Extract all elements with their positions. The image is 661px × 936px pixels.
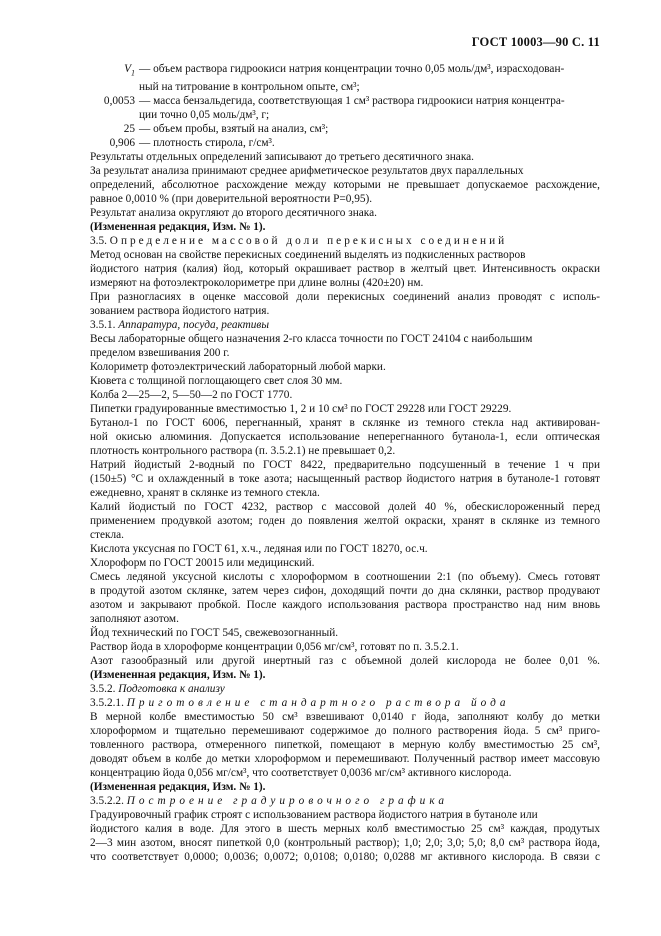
variable-description: плотность стирола, г/см³.: [153, 137, 275, 150]
variable-description: объем раствора гидроокиси натрия концентрации точно 0,05 моль/дм³, израсходован-: [153, 63, 565, 75]
variable-symbol: $V_1$: [124, 63, 135, 78]
section-3-5-2-2-text: Градуировочный график строят с использованием раствора йодистого натрия в бутаноле или йодистого калия в воде. Для этого в шесть мерных колб вместимостью 25 см³ каждая, продутых 2—3 мин азотом, вносят пипеткой 0,0 (контрольный раствор); 1,0; 2,0; 3,0; 5,0; 8,0 см³ раствора йода, что соответствует 0,0000; 0,0036; 0,0072; 0,0108; 0,0180; 0,0288 мг активного кислорода. В связи с: [90, 809, 600, 864]
amendment-note: (Измененная редакция, Изм. № 1).: [90, 669, 266, 682]
variable-description: масса бензальдегида, соответствующая 1 см³ раствора гидроокиси натрия концентра-: [153, 95, 565, 108]
document-body: [90, 62, 600, 864]
section-heading-3-5-1: 3.5.1. Аппаратура, посуда, реактивы: [90, 319, 269, 332]
variable-symbol: 25: [123, 123, 135, 136]
section-heading-3-5-2-2: 3.5.2.2. Построение градуировочного графика: [90, 795, 448, 808]
section-3-5-2-1-text: В мерной колбе вместимостью 50 см³ взвешивают 0,0140 г йода, заполняют колбу до метки хлороформом и тщательно перемешивают содержимое до полного растворения йода. 5 см³ приго- товленного раствора, отмеренного пипеткой, помещают в мерную колбу вместимостью 25 см³, доводят объем в колбе до метки хлороформом и перемешивают. Полученный раствор имеет массовую концентрацию йода 0,056 мг/см³, что соответствует 0,0036 мг/см³ активного кислорода.: [90, 711, 600, 780]
variable-description-cont: ный на титрование в контрольном опыте, см³;: [139, 81, 360, 94]
variable-symbol: 0,0053: [103, 95, 135, 108]
section-heading-3-5-2: 3.5.2. Подготовка к анализу: [90, 683, 225, 696]
section-heading-3-5-2-1: 3.5.2.1. Приготовление стандартного раствора йода: [90, 697, 510, 710]
variable-description-cont: ции точно 0,05 моль/дм³, г;: [139, 109, 270, 122]
section-3-5-1-text: Весы лабораторные общего назначения 2-го класса точности по ГОСТ 24104 с наибольшим пределом взвешивания 200 г. Колориметр фотоэлектрический лабораторный любой марки. Кювета с толщиной поглощающего свет слоя 30 мм. Колба 2—25—2, 5—50—2 по ГОСТ 1770. Пипетки градуированные вместимостью 1, 2 и 10 см³ по ГОСТ 29228 или ГОСТ 29229. Бутанол-1 по ГОСТ 6006, перегнанный, хранят в склянке из темного стекла над активирован- ной окисью алюминия. Допускается использование неперегнанного бутанола-1, если оптическая плотность контрольного раствора (п. 3.5.2.1) не превышает 0,2. Натрий йодистый 2-водный по ГОСТ 8422, предварительно подсушенный в течение 1 ч при (150±5) °С и охлажденный в токе азота; насыщенный раствор йодистого натрия в бутаноле-1 готовят ежедневно, хранят в склянке из темного стекла. Калий йодистый по ГОСТ 4232, раствор с массовой долей 40 %, обескислороженный перед применением продувкой азотом; годен до появления желтой окраски, хранят в склянке из темного стекла. Кислота уксусная по ГОСТ 61, х.ч., ледяная или по ГОСТ 18270, ос.ч. Хлороформ по ГОСТ 20015 или медицинский. Смесь ледяной уксусной кислоты с хлороформом в соотношении 2:1 (по объему). Смесь готовят в продутой азотом склянке, затем через сифон, доходящий почти до дна склянки, раствор продувают азотом и закрывают пробкой. После каждого использования раствора пространство над ним вновь заполняют азотом. Йод технический по ГОСТ 545, свежевозогнанный. Раствор йода в хлороформе концентрации 0,056 мг/см³, готовят по п. 3.5.2.1. Азот газообразный или другой инертный газ с объемной долей кислорода не более 0,01 %.: [90, 333, 600, 668]
page-header: ГОСТ 10003—90 С. 11: [471, 35, 600, 49]
section-heading-3-5: 3.5. Определение массовой доли перекисных соединений: [90, 235, 508, 248]
variable-definitions: [90, 62, 600, 150]
results-paragraph: Результаты отдельных определений записывают до третьего десятичного знака. За результат анализа принимают среднее арифметическое результатов двух параллельных определений, абсолютное расхождение между которыми не превышает допускаемое расхождение, равное 0,0010 % (при доверительной вероятности P=0,95). Результат анализа округляют до второго десятичного знака.: [90, 151, 600, 220]
variable-definition: 0,0053 — масса бензальдегида, соответствующая 1 см³ раствора гидроокиси натрия концентра-: [90, 94, 600, 108]
amendment-note: (Измененная редакция, Изм. № 1).: [90, 221, 266, 234]
variable-definition: 25 — объем пробы, взятый на анализ, см³;: [90, 122, 600, 136]
amendment-note: (Измененная редакция, Изм. № 1).: [90, 781, 266, 794]
section-3-5-text: Метод основан на свойстве перекисных соединений выделять из подкисленных растворов йодистого натрия (калия) йод, который окрашивает раствор в желтый цвет. Интенсивность окраски измеряют на фотоэлектроколориметре при длине волны (420±20) нм. При разногласиях в оценке массовой доли перекисных соединений анализ проводят с исполь- зованием раствора йодистого натрия.: [90, 249, 600, 318]
variable-description: объем пробы, взятый на анализ, см³;: [153, 123, 329, 136]
variable-definition: 0,906 — плотность стирола, г/см³.: [90, 136, 600, 150]
variable-symbol: 0,906: [109, 137, 135, 150]
variable-definition: $V_1$ — объем раствора гидроокиси натрия концентрации точно 0,05 моль/дм³, израсходован-: [90, 62, 600, 80]
